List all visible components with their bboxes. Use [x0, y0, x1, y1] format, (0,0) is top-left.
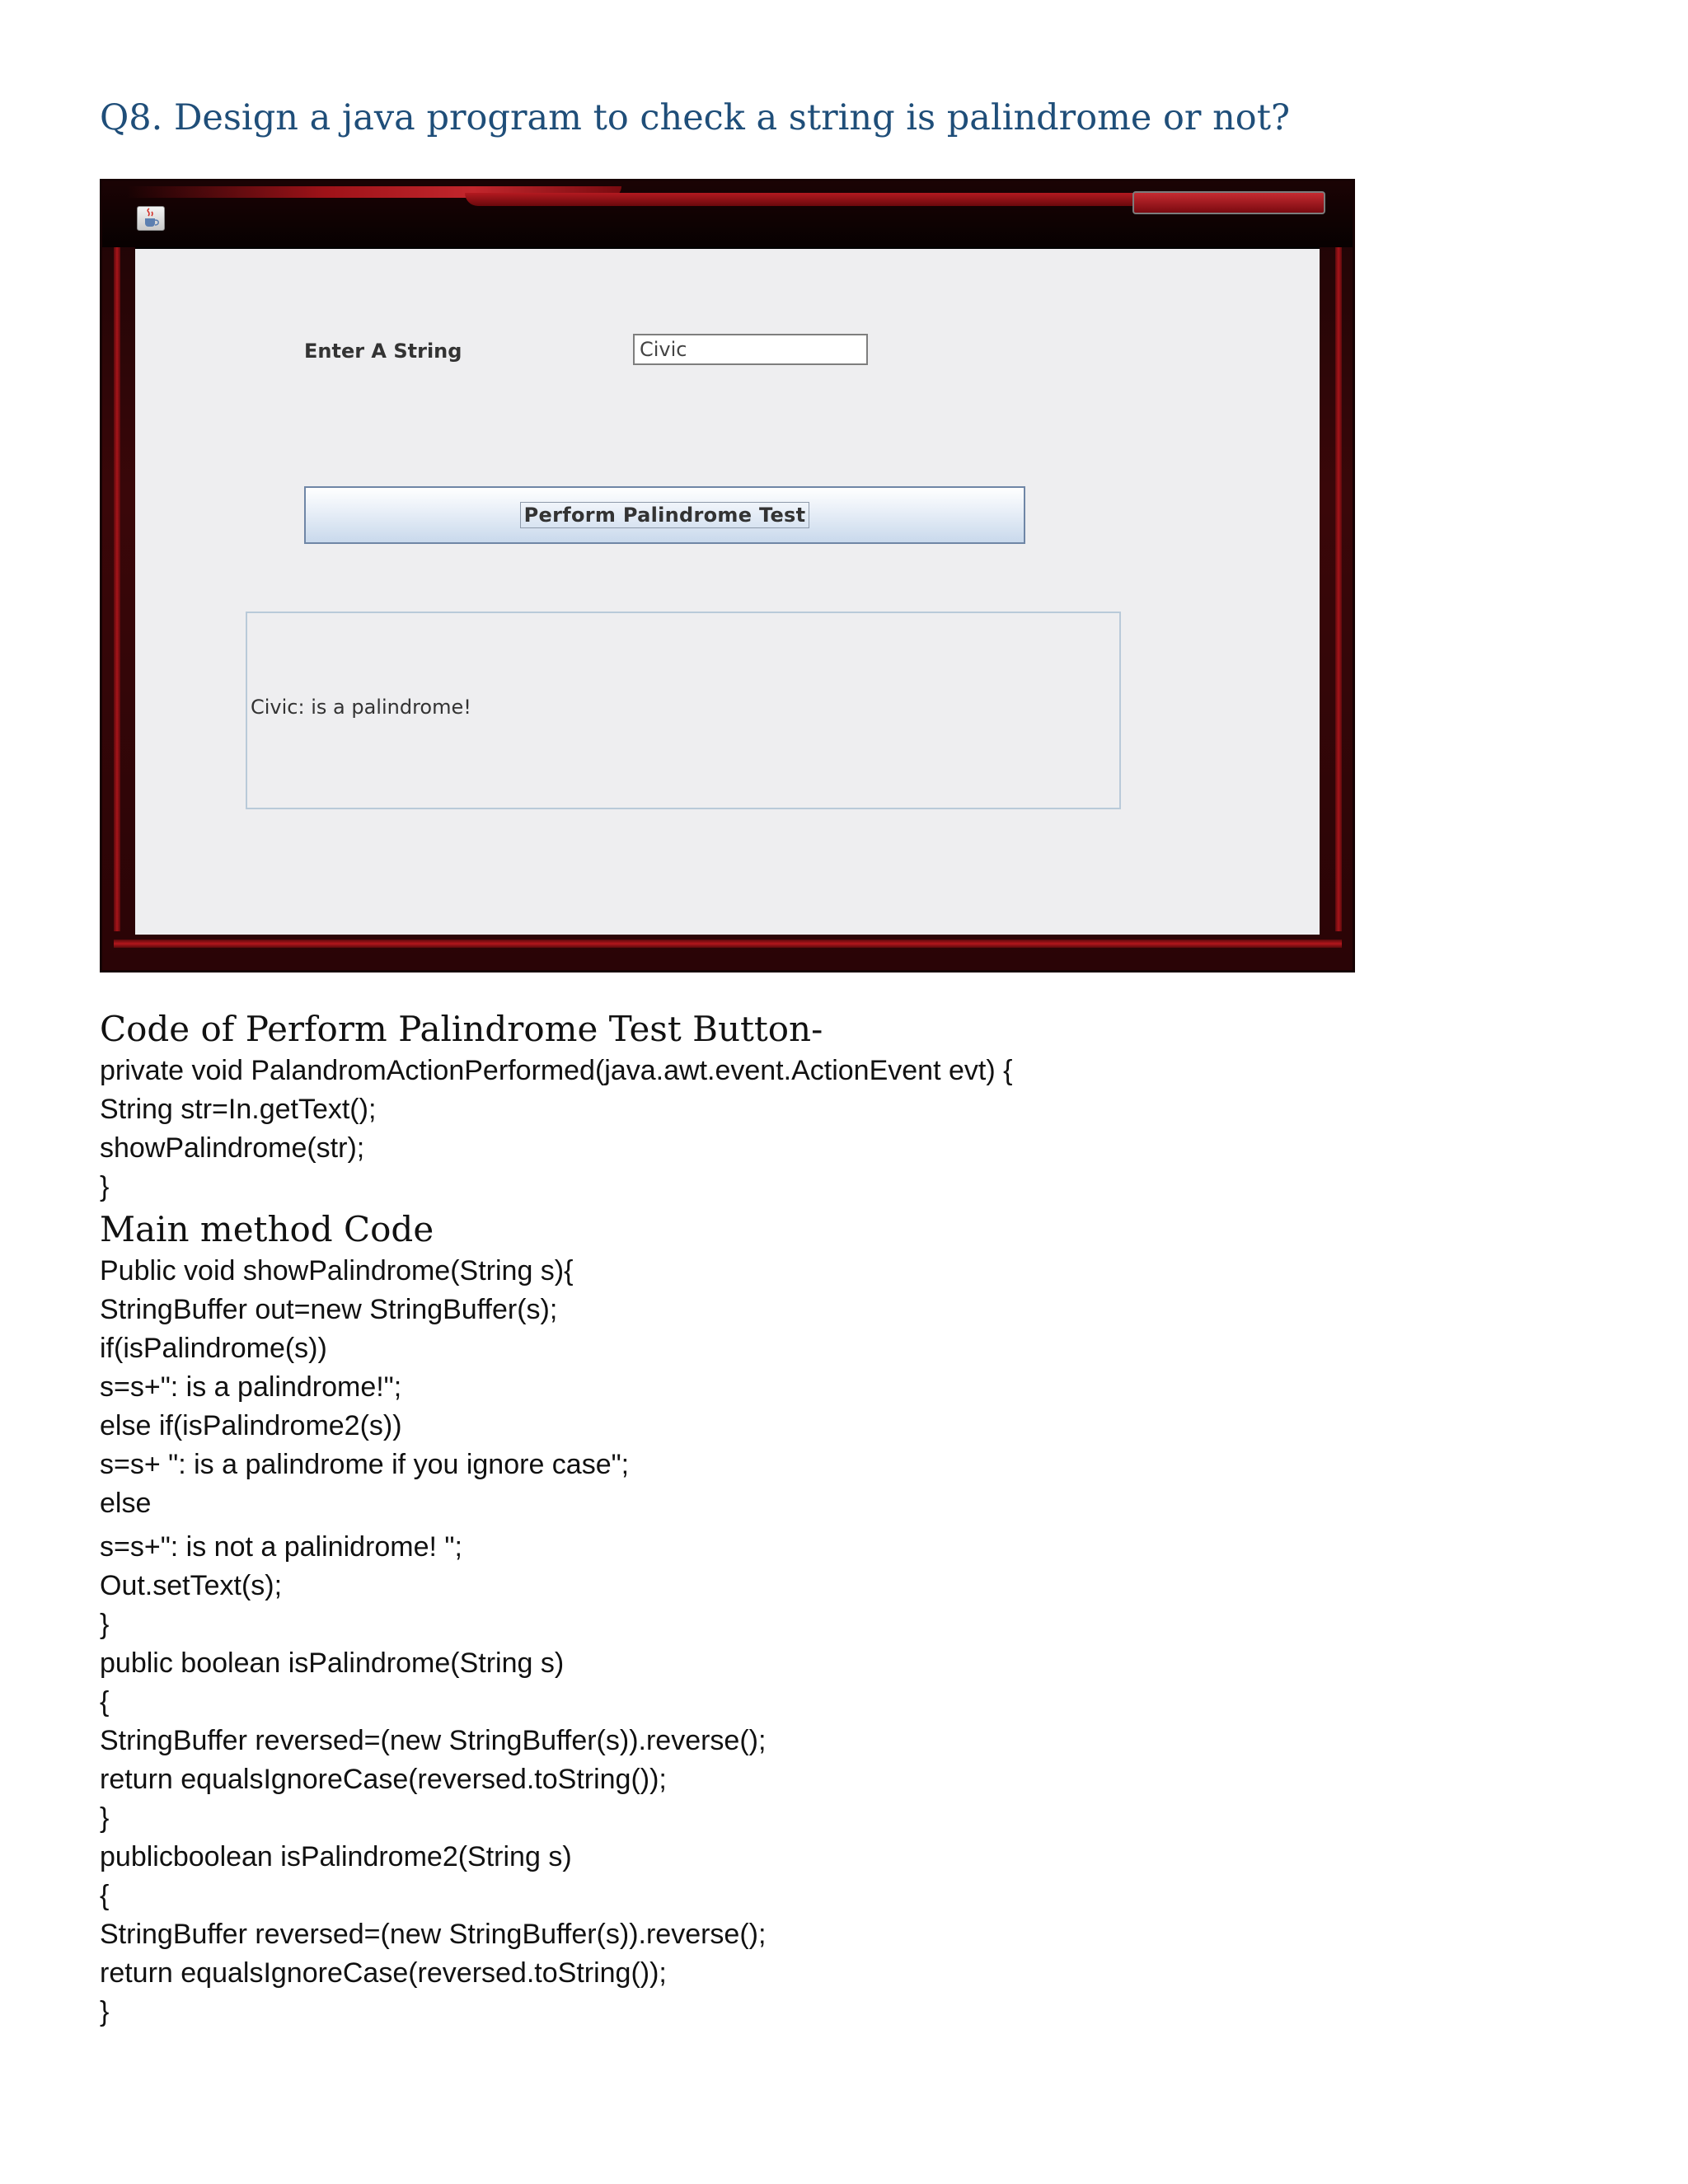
code-line: else	[100, 1488, 152, 1519]
code-line: {	[100, 1880, 110, 1911]
code-line: return equalsIgnoreCase(reversed.toString());	[100, 1957, 667, 1989]
code-line: Public void showPalindrome(String s){	[100, 1255, 574, 1286]
code-line: if(isPalindrome(s))	[100, 1333, 327, 1364]
code-line: private void PalandromActionPerformed(java.awt.event.ActionEvent evt) {	[100, 1055, 1013, 1086]
code-line: s=s+": is not a palinidrome! ";	[100, 1531, 462, 1563]
result-output-area[interactable]	[246, 612, 1121, 809]
question-heading: Q8. Design a java program to check a string is palindrome or not?	[100, 97, 1291, 138]
code-line: s=s+ ": is a palindrome if you ignore case";	[100, 1449, 630, 1480]
code-line: showPalindrome(str);	[100, 1132, 365, 1164]
window-frame-edge	[1335, 247, 1342, 931]
code-line: StringBuffer out=new StringBuffer(s);	[100, 1294, 558, 1325]
window-content-pane	[135, 247, 1320, 935]
code-line: s=s+": is a palindrome!";	[100, 1371, 402, 1403]
button-code-heading: Code of Perform Palindrome Test Button-	[100, 1009, 823, 1049]
code-line: StringBuffer reversed=(new StringBuffer(s)).reverse();	[100, 1725, 767, 1756]
window-title-bar	[102, 181, 1353, 247]
code-line: publicboolean isPalindrome2(String s)	[100, 1841, 572, 1872]
java-cup-icon[interactable]	[137, 206, 165, 231]
code-line: }	[100, 1171, 110, 1202]
code-line: return equalsIgnoreCase(reversed.toString());	[100, 1764, 667, 1795]
window-frame-edge	[114, 940, 1342, 948]
code-line: StringBuffer reversed=(new StringBuffer(s)).reverse();	[100, 1919, 767, 1950]
title-bar-accent	[465, 193, 1149, 206]
code-line: public boolean isPalindrome(String s)	[100, 1647, 565, 1679]
code-line: Out.setText(s);	[100, 1570, 283, 1601]
code-line: String str=In.getText();	[100, 1094, 377, 1125]
main-method-heading: Main method Code	[100, 1209, 434, 1249]
code-line: else if(isPalindrome2(s))	[100, 1410, 402, 1441]
result-text: Civic: is a palindrome!	[251, 696, 471, 719]
enter-string-label: Enter A String	[304, 340, 462, 363]
perform-palindrome-test-button[interactable]	[304, 486, 1025, 544]
title-bar-controls[interactable]	[1132, 191, 1325, 214]
code-line: }	[100, 1802, 110, 1834]
code-line: }	[100, 1609, 110, 1640]
code-line: {	[100, 1686, 110, 1718]
button-label: Perform Palindrome Test	[520, 502, 810, 528]
window-frame-edge	[114, 247, 120, 931]
string-input[interactable]	[633, 334, 868, 365]
java-app-window-screenshot	[100, 179, 1355, 972]
code-line: }	[100, 1996, 110, 2027]
